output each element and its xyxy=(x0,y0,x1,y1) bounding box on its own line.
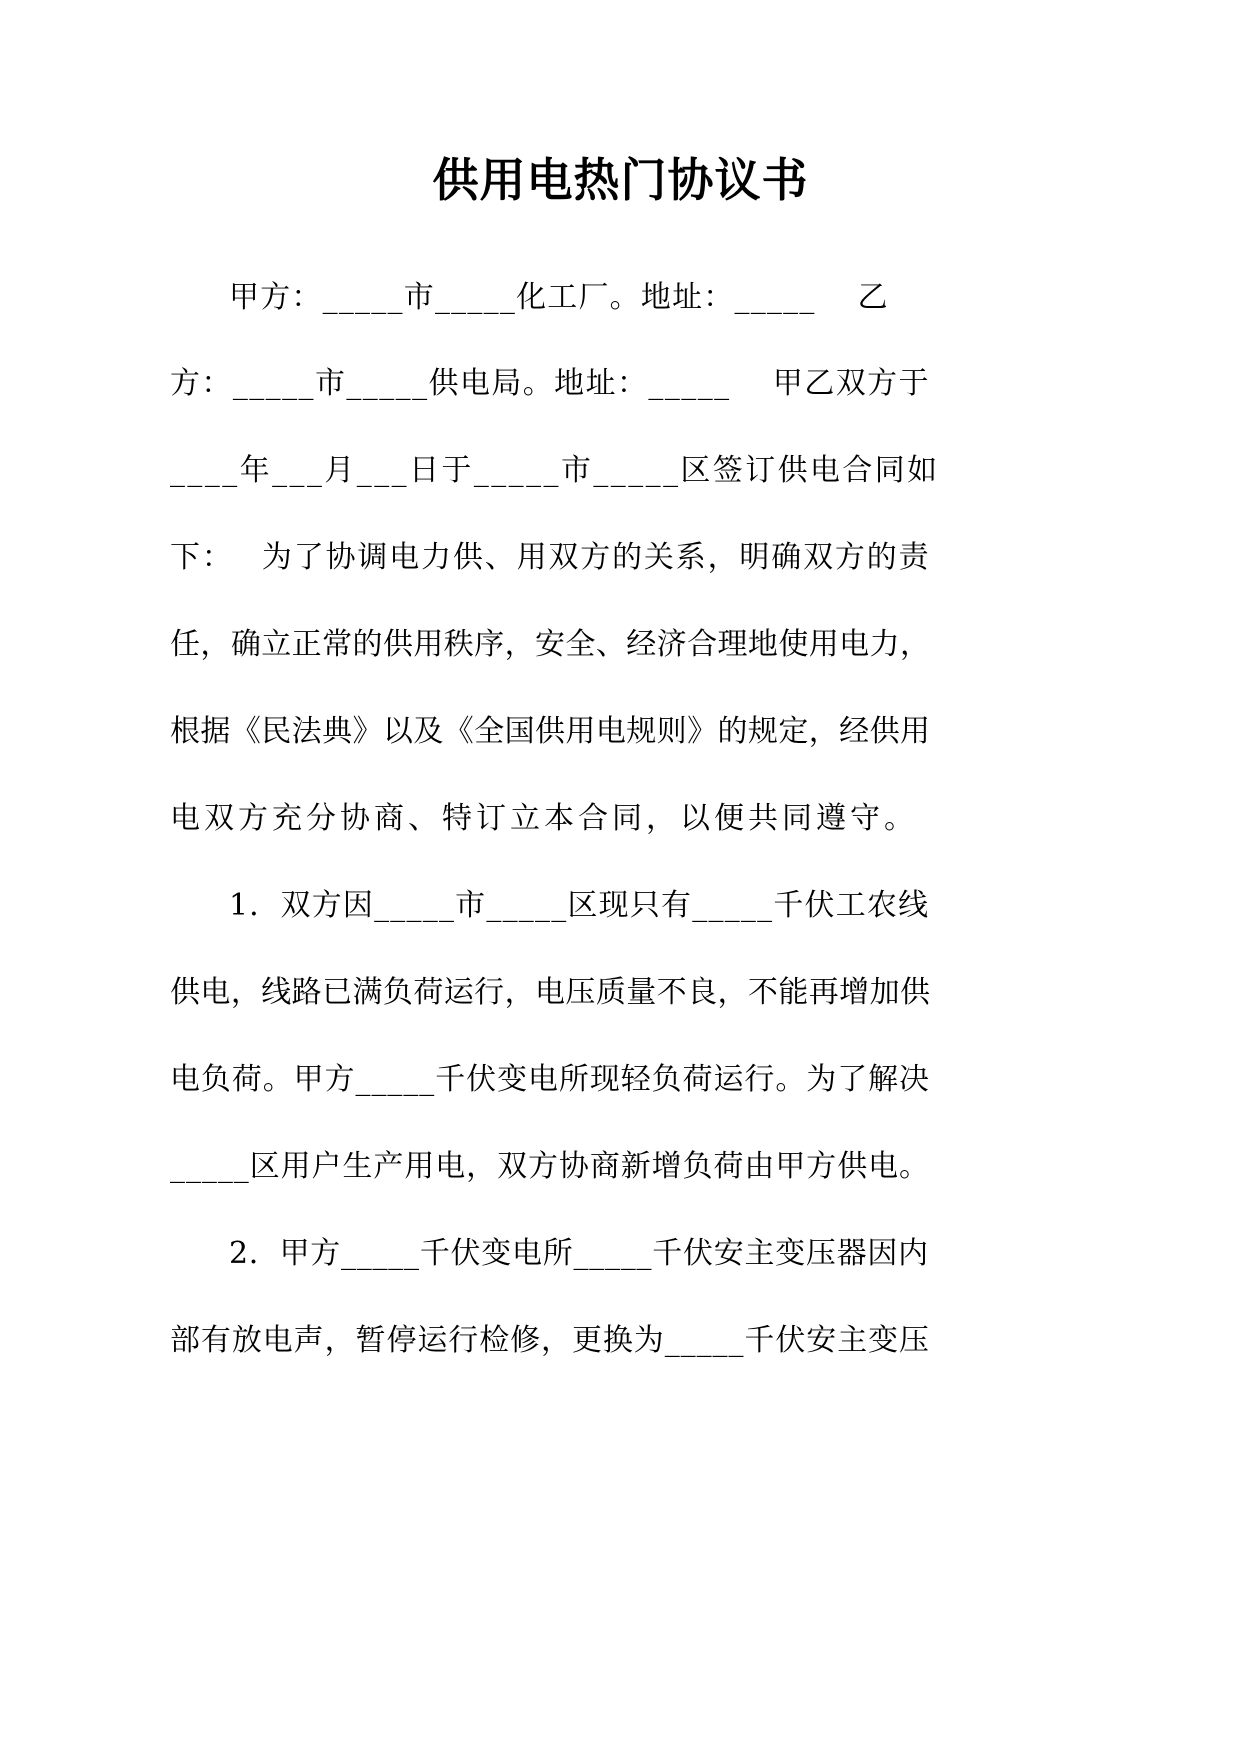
body-line-1: 甲方：_____市_____化工厂。地址：_____ 乙 xyxy=(229,280,889,315)
body-line-8: 1．双方因_____市_____区现只有_____千伏工农线 xyxy=(229,888,930,923)
body-line-13: 部有放电声，暂停运行检修，更换为_____千伏安主变压 xyxy=(170,1323,930,1358)
body-line-11: _____区用户生产用电，双方协商新增负荷由甲方供电。 xyxy=(170,1149,930,1184)
body-line-7: 电双方充分协商、特订立本合同，以便共同遵守。 xyxy=(170,801,918,836)
body-line-6: 根据《民法典》以及《全国供用电规则》的规定，经供用 xyxy=(170,714,931,749)
document-title: 供用电热门协议书 xyxy=(432,153,809,207)
body-line-4: 下： 为了协调电力供、用双方的关系，明确双方的责 xyxy=(170,540,931,575)
body-line-3: ____年___月___日于_____市_____区签订供电合同如 xyxy=(170,453,940,488)
body-line-10: 电负荷。甲方_____千伏变电所现轻负荷运行。为了解决 xyxy=(170,1062,930,1097)
body-line-12: 2．甲方_____千伏变电所_____千伏安主变压器因内 xyxy=(229,1236,929,1271)
body-line-2: 方：_____市_____供电局。地址：_____ 甲乙双方于 xyxy=(170,366,930,401)
body-line-9: 供电，线路已满负荷运行，电压质量不良，不能再增加供 xyxy=(170,975,931,1010)
body-line-5: 任，确立正常的供用秩序，安全、经济合理地使用电力， xyxy=(170,627,931,662)
